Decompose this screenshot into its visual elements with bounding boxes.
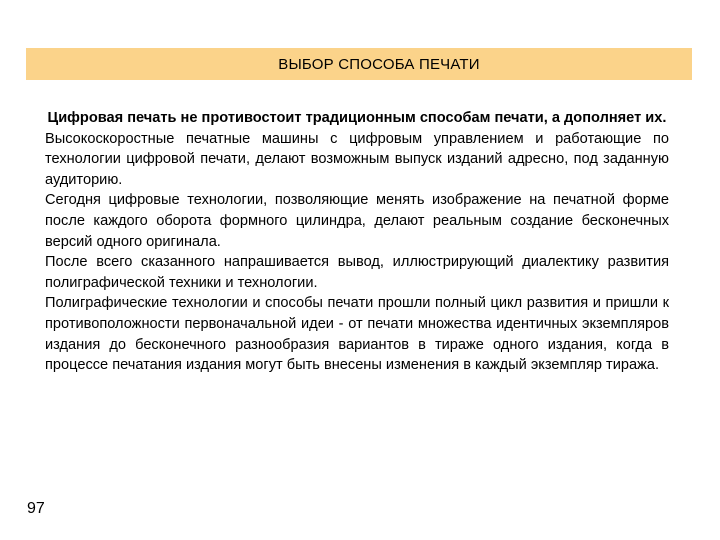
paragraph-4: Полиграфические технологии и способы печати прошли полный цикл развития и пришли к противоположности первоначальной идеи - от печати множества идентичных экземпляров издания до бесконечного разнообразия вариантов в тираже одного издания, когда в процессе печатания издания могут быть внесены изменения в каждый экземпляр тиража. bbox=[45, 295, 669, 374]
slide-title: ВЫБОР СПОСОБА ПЕЧАТИ bbox=[278, 55, 480, 73]
lead-statement: Цифровая печать не противостоит традиционным способам печати, а дополняет их. bbox=[47, 110, 667, 126]
page-number: 97 bbox=[27, 500, 45, 517]
title-bar bbox=[26, 48, 692, 80]
paragraph-2: Сегодня цифровые технологии, позволяющие менять изображение на печатной форме после каждого оборота формного цилиндра, делают реальным создание бесконечных версий одного оригинала. bbox=[45, 192, 669, 250]
paragraph-3: После всего сказанного напрашивается вывод, иллюстрирующий диалектику развития полиграфической техники и технологии. bbox=[45, 254, 669, 291]
paragraph-1: Высокоскоростные печатные машины с цифровым управлением и работающие по технологии цифровой печати, делают возможным выпуск изданий адресно, под заданную аудиторию. bbox=[45, 130, 669, 188]
slide-body bbox=[45, 108, 669, 376]
